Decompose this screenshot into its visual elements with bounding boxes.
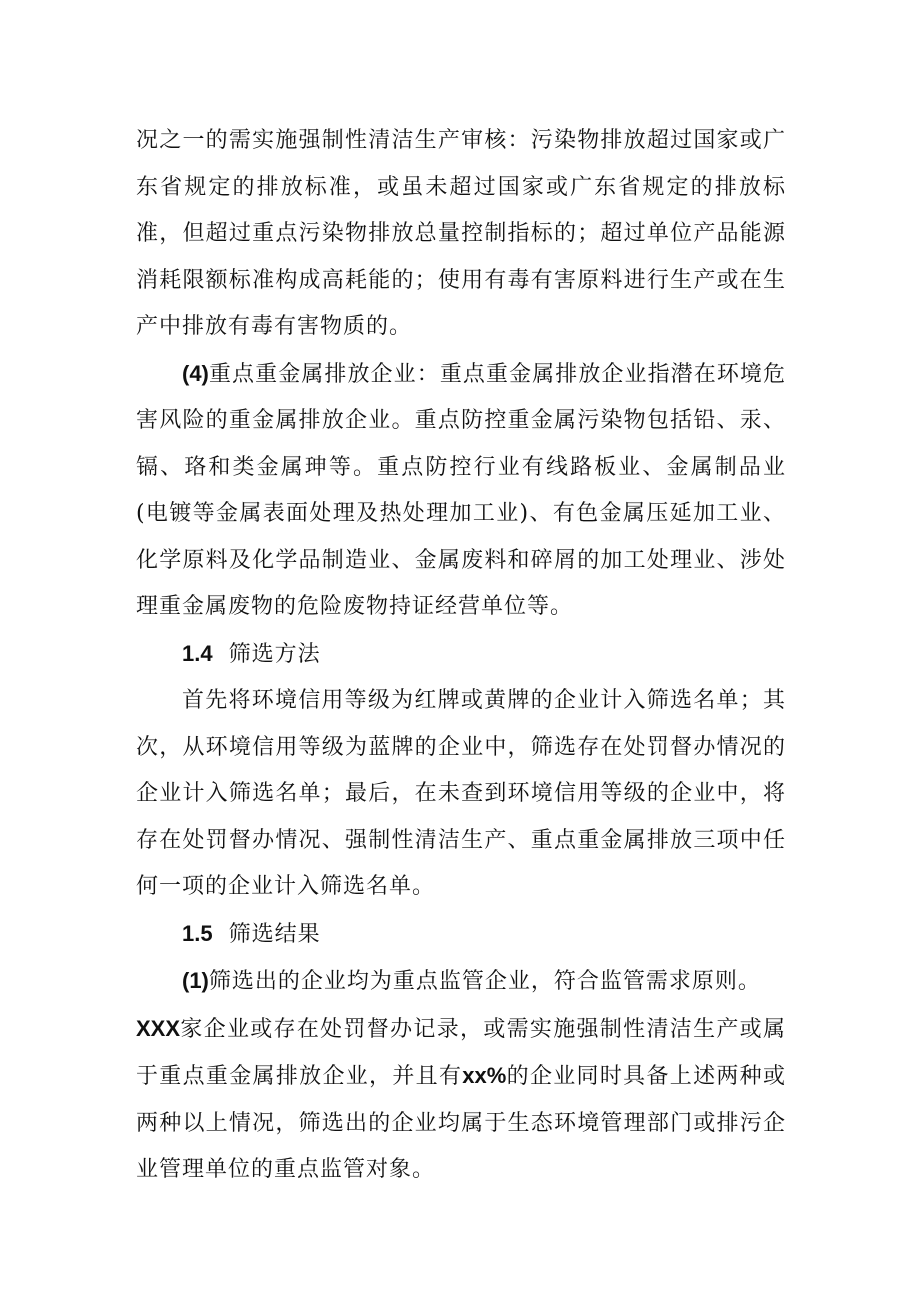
section-heading-1-5 bbox=[136, 911, 786, 959]
item-number: (4) bbox=[182, 360, 209, 386]
paragraph-result-detail bbox=[136, 1006, 786, 1194]
paragraph-text: 况之一的需实施强制性清洁生产审核：污染物排放超过国家或广东省规定的排放标准，或虽未超过国家或广东省规定的排放标准，但超过重点污染物排放总量控制指标的；超过单位产品能源消耗限额标准构成高耗能的；使用有毒有害原料进行生产或在生产中排放有毒有害物质的。 bbox=[136, 128, 786, 339]
section-number: 1.5 bbox=[182, 920, 213, 946]
section-title: 筛选结果 bbox=[228, 921, 321, 947]
paragraph-result-1 bbox=[136, 958, 786, 1006]
paragraph-text: 的企业同时具备上述两种或两种以上情况，筛选出的企业均属于生态环境管理部门或排污企业管理单位的重点监管对象。 bbox=[136, 1064, 786, 1182]
paragraph-clean-production bbox=[136, 118, 786, 351]
paragraph-screening-method bbox=[136, 678, 786, 911]
enterprise-count: XXX bbox=[136, 1015, 181, 1041]
paragraph-text: 家企业或存在处罚督办记录，或需实施强制性清洁生产或属于重点重金属排放企业，并且有 bbox=[136, 1016, 786, 1089]
paragraph-heavy-metal bbox=[136, 351, 786, 631]
section-title: 筛选方法 bbox=[228, 641, 321, 667]
percentage-value: xx% bbox=[462, 1063, 507, 1088]
section-number: 1.4 bbox=[182, 640, 213, 666]
paragraph-text: 筛选出的企业均为重点监管企业，符合监管需求原则。 bbox=[208, 969, 761, 994]
paragraph-text: 首先将环境信用等级为红牌或黄牌的企业计入筛选名单；其次，从环境信用等级为蓝牌的企业中，筛选存在处罚督办情况的企业计入筛选名单；最后，在未查到环境信用等级的企业中，将存在处罚督办情况、强制性清洁生产、重点重金属排放三项中任何一项的企业计入筛选名单。 bbox=[136, 688, 786, 899]
document-body bbox=[136, 118, 786, 1194]
paragraph-text: 重点重金属排放企业：重点重金属排放企业指潜在环境危害风险的重金属排放企业。重点防控重金属污染物包括铅、汞、镉、珞和类金属珅等。重点防控行业有线路板业、金属制品业(电镀等金属表面处理及热处理加工业)、有色金属压延加工业、化学原料及化学品制造业、金属废料和碎屑的加工处理业、涉处理重金属废物的危险废物持证经营单位等。 bbox=[136, 361, 786, 619]
item-number: (1) bbox=[182, 968, 209, 993]
section-heading-1-4 bbox=[136, 631, 786, 679]
